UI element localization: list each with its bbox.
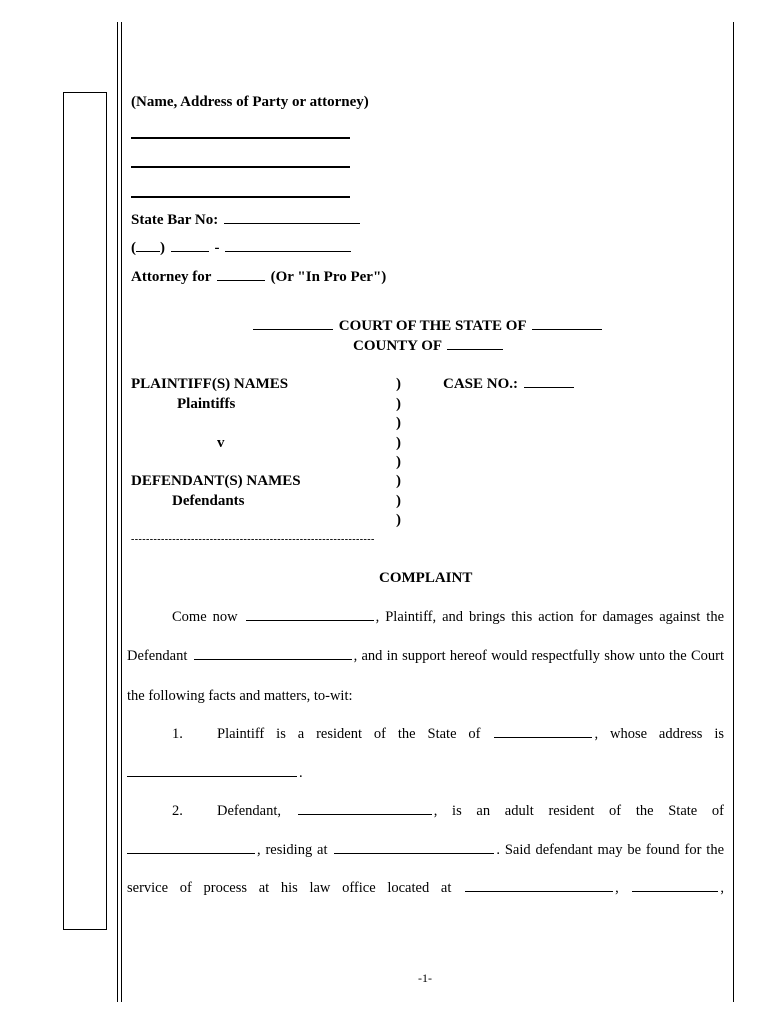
caption-paren: )	[396, 512, 401, 528]
plaintiffs-label: Plaintiffs	[177, 396, 236, 412]
left-margin-rule-inner	[121, 22, 122, 1002]
state-name-blank	[532, 328, 602, 330]
state-bar-label: State Bar No:	[131, 212, 219, 228]
caption-paren: )	[396, 376, 401, 392]
caption-paren: )	[396, 493, 401, 509]
plaintiff-name-blank	[246, 619, 374, 621]
defendant-name-blank	[194, 658, 352, 660]
paragraph-2-line-3	[127, 880, 724, 897]
county-name-blank	[447, 348, 503, 350]
paragraph-1-line-1	[217, 726, 724, 743]
paragraph-text: , whose address is	[594, 726, 724, 742]
caption-paren: )	[396, 473, 401, 489]
caption-divider: -----------------------------------------------------------------	[131, 534, 375, 545]
paragraph-text: .	[299, 765, 303, 781]
paragraph-1-line-2	[127, 765, 303, 782]
plaintiff-names: PLAINTIFF(S) NAMES	[131, 376, 289, 392]
intro-text: Come now	[172, 609, 238, 625]
left-margin-rule-outer	[117, 22, 118, 1002]
caption-paren: )	[396, 415, 401, 431]
paragraph-text: . Said defendant may be found for the	[496, 842, 725, 858]
phone-line	[131, 240, 353, 257]
law-office-city-blank	[632, 890, 718, 892]
caption-paren: )	[396, 396, 401, 412]
attorney-for-label: Attorney for	[131, 269, 212, 285]
case-number-label: CASE NO.:	[443, 376, 519, 392]
paragraph-2-number: 2.	[172, 803, 183, 819]
case-number-blank	[524, 386, 574, 388]
defendant-state-blank	[127, 852, 255, 854]
versus-label: v	[217, 435, 225, 451]
intro-line-1	[172, 609, 724, 626]
case-number-line	[443, 376, 576, 393]
defendant-name-blank-2	[298, 813, 432, 815]
law-office-blank	[465, 890, 613, 892]
state-bar-blank	[224, 222, 360, 224]
left-margin-box	[63, 92, 107, 930]
paragraph-text: service of process at his law office located at	[127, 880, 452, 896]
phone-dash: -	[214, 240, 220, 256]
intro-text: Defendant	[127, 648, 188, 664]
paragraph-text: Plaintiff is a resident of	[217, 726, 386, 742]
court-of-state-label: COURT OF THE STATE OF	[338, 318, 527, 334]
address-line-1	[131, 137, 350, 139]
paragraph-text: the State of	[397, 726, 481, 742]
defendants-label: Defendants	[172, 493, 245, 509]
area-code-blank	[136, 250, 160, 252]
intro-line-2	[127, 648, 724, 665]
county-of-label: COUNTY OF	[353, 338, 442, 354]
court-name-blank	[253, 328, 333, 330]
attorney-for-line	[131, 269, 386, 286]
paragraph-text: , residing at	[257, 842, 328, 858]
attorney-for-blank	[217, 279, 265, 281]
phone-open-paren: (	[131, 240, 136, 256]
court-title-line-1	[251, 318, 604, 335]
caption-paren: )	[396, 454, 401, 470]
intro-text: , and in support hereof would respectfully show unto the Court	[353, 648, 724, 664]
paragraph-text: Defendant,	[217, 803, 282, 819]
defendant-names: DEFENDANT(S) NAMES	[131, 473, 301, 489]
paragraph-text: ,	[720, 880, 725, 896]
paragraph-2-line-1	[217, 803, 724, 820]
paragraph-2-line-2	[127, 842, 724, 859]
phone-close-paren: )	[160, 240, 165, 256]
paragraph-1-number: 1.	[172, 726, 183, 742]
intro-text: , Plaintiff, and brings this action for damages against the	[375, 609, 725, 625]
plaintiff-address-blank	[127, 775, 297, 777]
paragraph-text: , is an adult resident of the State of	[433, 803, 725, 819]
plaintiff-state-blank	[494, 736, 592, 738]
phone-prefix-blank	[171, 250, 209, 252]
address-line-3	[131, 196, 350, 198]
court-title-line-2	[353, 338, 505, 355]
intro-line-3: the following facts and matters, to-wit:	[127, 688, 353, 704]
phone-number-blank	[225, 250, 351, 252]
paragraph-text: ,	[615, 880, 619, 896]
complaint-title: COMPLAINT	[379, 570, 473, 586]
state-bar-line	[131, 212, 362, 229]
pro-per-label: (Or "In Pro Per")	[270, 269, 387, 285]
right-margin-rule	[733, 22, 734, 1002]
page-number: -1-	[418, 971, 432, 985]
caption-paren: )	[396, 435, 401, 451]
party-address-label: (Name, Address of Party or attorney)	[131, 94, 369, 110]
defendant-residence-blank	[334, 852, 494, 854]
address-line-2	[131, 166, 350, 168]
